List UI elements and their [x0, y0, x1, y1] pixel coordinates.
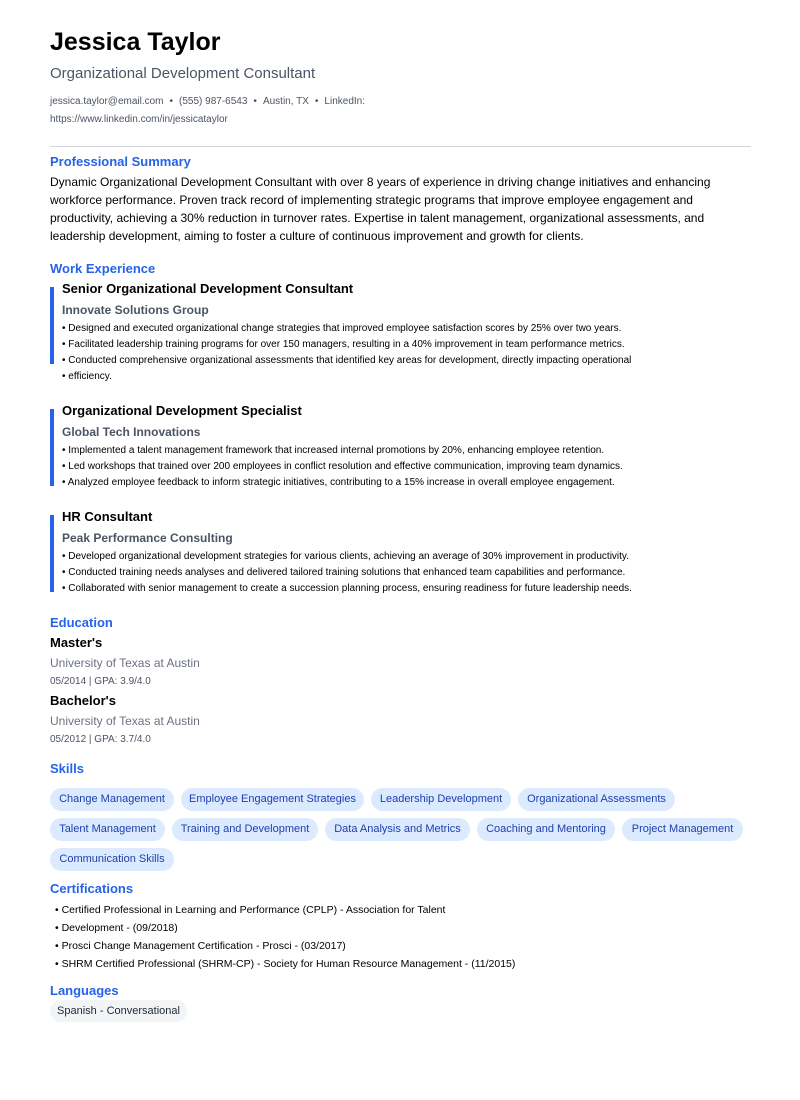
education-school: University of Texas at Austin	[50, 714, 200, 728]
separator: •	[314, 96, 319, 107]
skill-chip: Organizational Assessments	[518, 788, 675, 811]
separator: •	[253, 96, 257, 107]
skill-chip: Training and Development	[172, 818, 318, 841]
skill-chip: Talent Management	[50, 818, 165, 841]
certification-item: • SHRM Certified Professional (SHRM-CP) - Society for Human Resource Management - (11/2015)	[55, 958, 516, 970]
job-company: Peak Performance Consulting	[62, 531, 233, 545]
skill-chip: Project Management	[622, 818, 743, 841]
section-heading-skills: Skills	[50, 761, 84, 776]
job-bullet: • Conducted training needs analyses and delivered tailored training solutions that enhanced team capabilities and performance.	[62, 567, 626, 578]
language-chip: Spanish - Conversational	[50, 1000, 187, 1022]
job-bullet: • Collaborated with senior management to create a succession planning process, ensuring readiness for future leadership needs.	[62, 583, 632, 594]
location: Austin, TX	[262, 96, 309, 107]
job-role: Organizational Development Specialist	[62, 403, 302, 418]
education-degree: Bachelor's	[50, 693, 116, 708]
header-divider	[50, 146, 751, 147]
section-heading-experience: Work Experience	[50, 261, 156, 276]
job-bullet: • Designed and executed organizational change strategies that improved employee satisfaction scores by 25% over two years.	[62, 323, 622, 334]
education-meta: 05/2014 | GPA: 3.9/4.0	[50, 676, 151, 687]
separator: •	[169, 96, 174, 107]
linkedin-label: LinkedIn:	[324, 96, 365, 107]
job-bullets	[62, 321, 682, 385]
phone-number: (555) 987-6543	[179, 96, 248, 107]
certification-list	[55, 901, 515, 973]
job-role: HR Consultant	[62, 509, 153, 524]
section-heading-education: Education	[50, 615, 113, 630]
skill-chip: Leadership Development	[371, 788, 511, 811]
email-link[interactable]: jessica.taylor@email.com	[50, 96, 164, 107]
section-heading-summary: Professional Summary	[50, 154, 191, 169]
experience-accent-bar	[50, 409, 54, 486]
job-company: Innovate Solutions Group	[62, 303, 209, 317]
job-bullet: • Implemented a talent management framework that increased internal promotions by 20%, enhancing employee retention.	[62, 445, 605, 456]
certification-item: • Prosci Change Management Certification - Prosci - (03/2017)	[55, 940, 346, 952]
education-school: University of Texas at Austin	[50, 656, 200, 670]
skill-chip: Coaching and Mentoring	[477, 818, 615, 841]
education-meta: 05/2012 | GPA: 3.7/4.0	[50, 734, 151, 745]
section-heading-certifications: Certifications	[50, 881, 134, 896]
experience-accent-bar	[50, 287, 54, 364]
skill-chip: Data Analysis and Metrics	[325, 818, 470, 841]
job-bullet: • Led workshops that trained over 200 employees in conflict resolution and effective communication, improving team dynamics.	[62, 461, 623, 472]
education-degree: Master's	[50, 635, 103, 650]
experience-accent-bar	[50, 515, 54, 592]
candidate-name: Jessica Taylor	[50, 28, 221, 56]
certification-item: • Certified Professional in Learning and Performance (CPLP) - Association for Talent	[55, 904, 446, 916]
skill-chip: Change Management	[50, 788, 174, 811]
summary-line: workforce performance. Proven track record of implementing strategic programs that improve employee engagement and	[50, 193, 693, 207]
summary-text	[50, 173, 750, 245]
skill-chip: Communication Skills	[50, 848, 174, 871]
job-bullet: • efficiency.	[62, 371, 112, 382]
job-company: Global Tech Innovations	[62, 425, 201, 439]
certification-item: • Development - (09/2018)	[55, 922, 178, 934]
summary-line: Dynamic Organizational Development Consultant with over 8 years of experience in driving change initiatives and enhancing	[50, 175, 711, 189]
job-bullet: • Analyzed employee feedback to inform strategic initiatives, contributing to a 15% increase in overall employee engagement.	[62, 477, 615, 488]
job-bullet: • Conducted comprehensive organizational assessments that identified key areas for development, directly impacting operational	[62, 355, 632, 366]
section-heading-languages: Languages	[50, 983, 119, 998]
job-role: Senior Organizational Development Consultant	[62, 281, 354, 296]
summary-line: leadership development, aiming to foster a culture of continuous improvement and growth for clients.	[50, 229, 584, 243]
skill-chip: Employee Engagement Strategies	[181, 788, 364, 811]
job-bullet: • Developed organizational development strategies for various clients, achieving an average of 30% improvement in productivity.	[62, 551, 629, 562]
job-bullets	[62, 549, 682, 597]
linkedin-url[interactable]: https://www.linkedin.com/in/jessicataylor	[50, 114, 228, 125]
job-bullets	[62, 443, 682, 491]
summary-line: productivity, achieving a 30% reduction in turnover rates. Expertise in talent management, organizational assessments, and	[50, 211, 705, 225]
candidate-title: Organizational Development Consultant	[50, 65, 316, 82]
job-bullet: • Facilitated leadership training programs for over 150 managers, resulting in a 40% improvement in team performance metrics.	[62, 339, 625, 350]
contact-line	[50, 95, 365, 108]
